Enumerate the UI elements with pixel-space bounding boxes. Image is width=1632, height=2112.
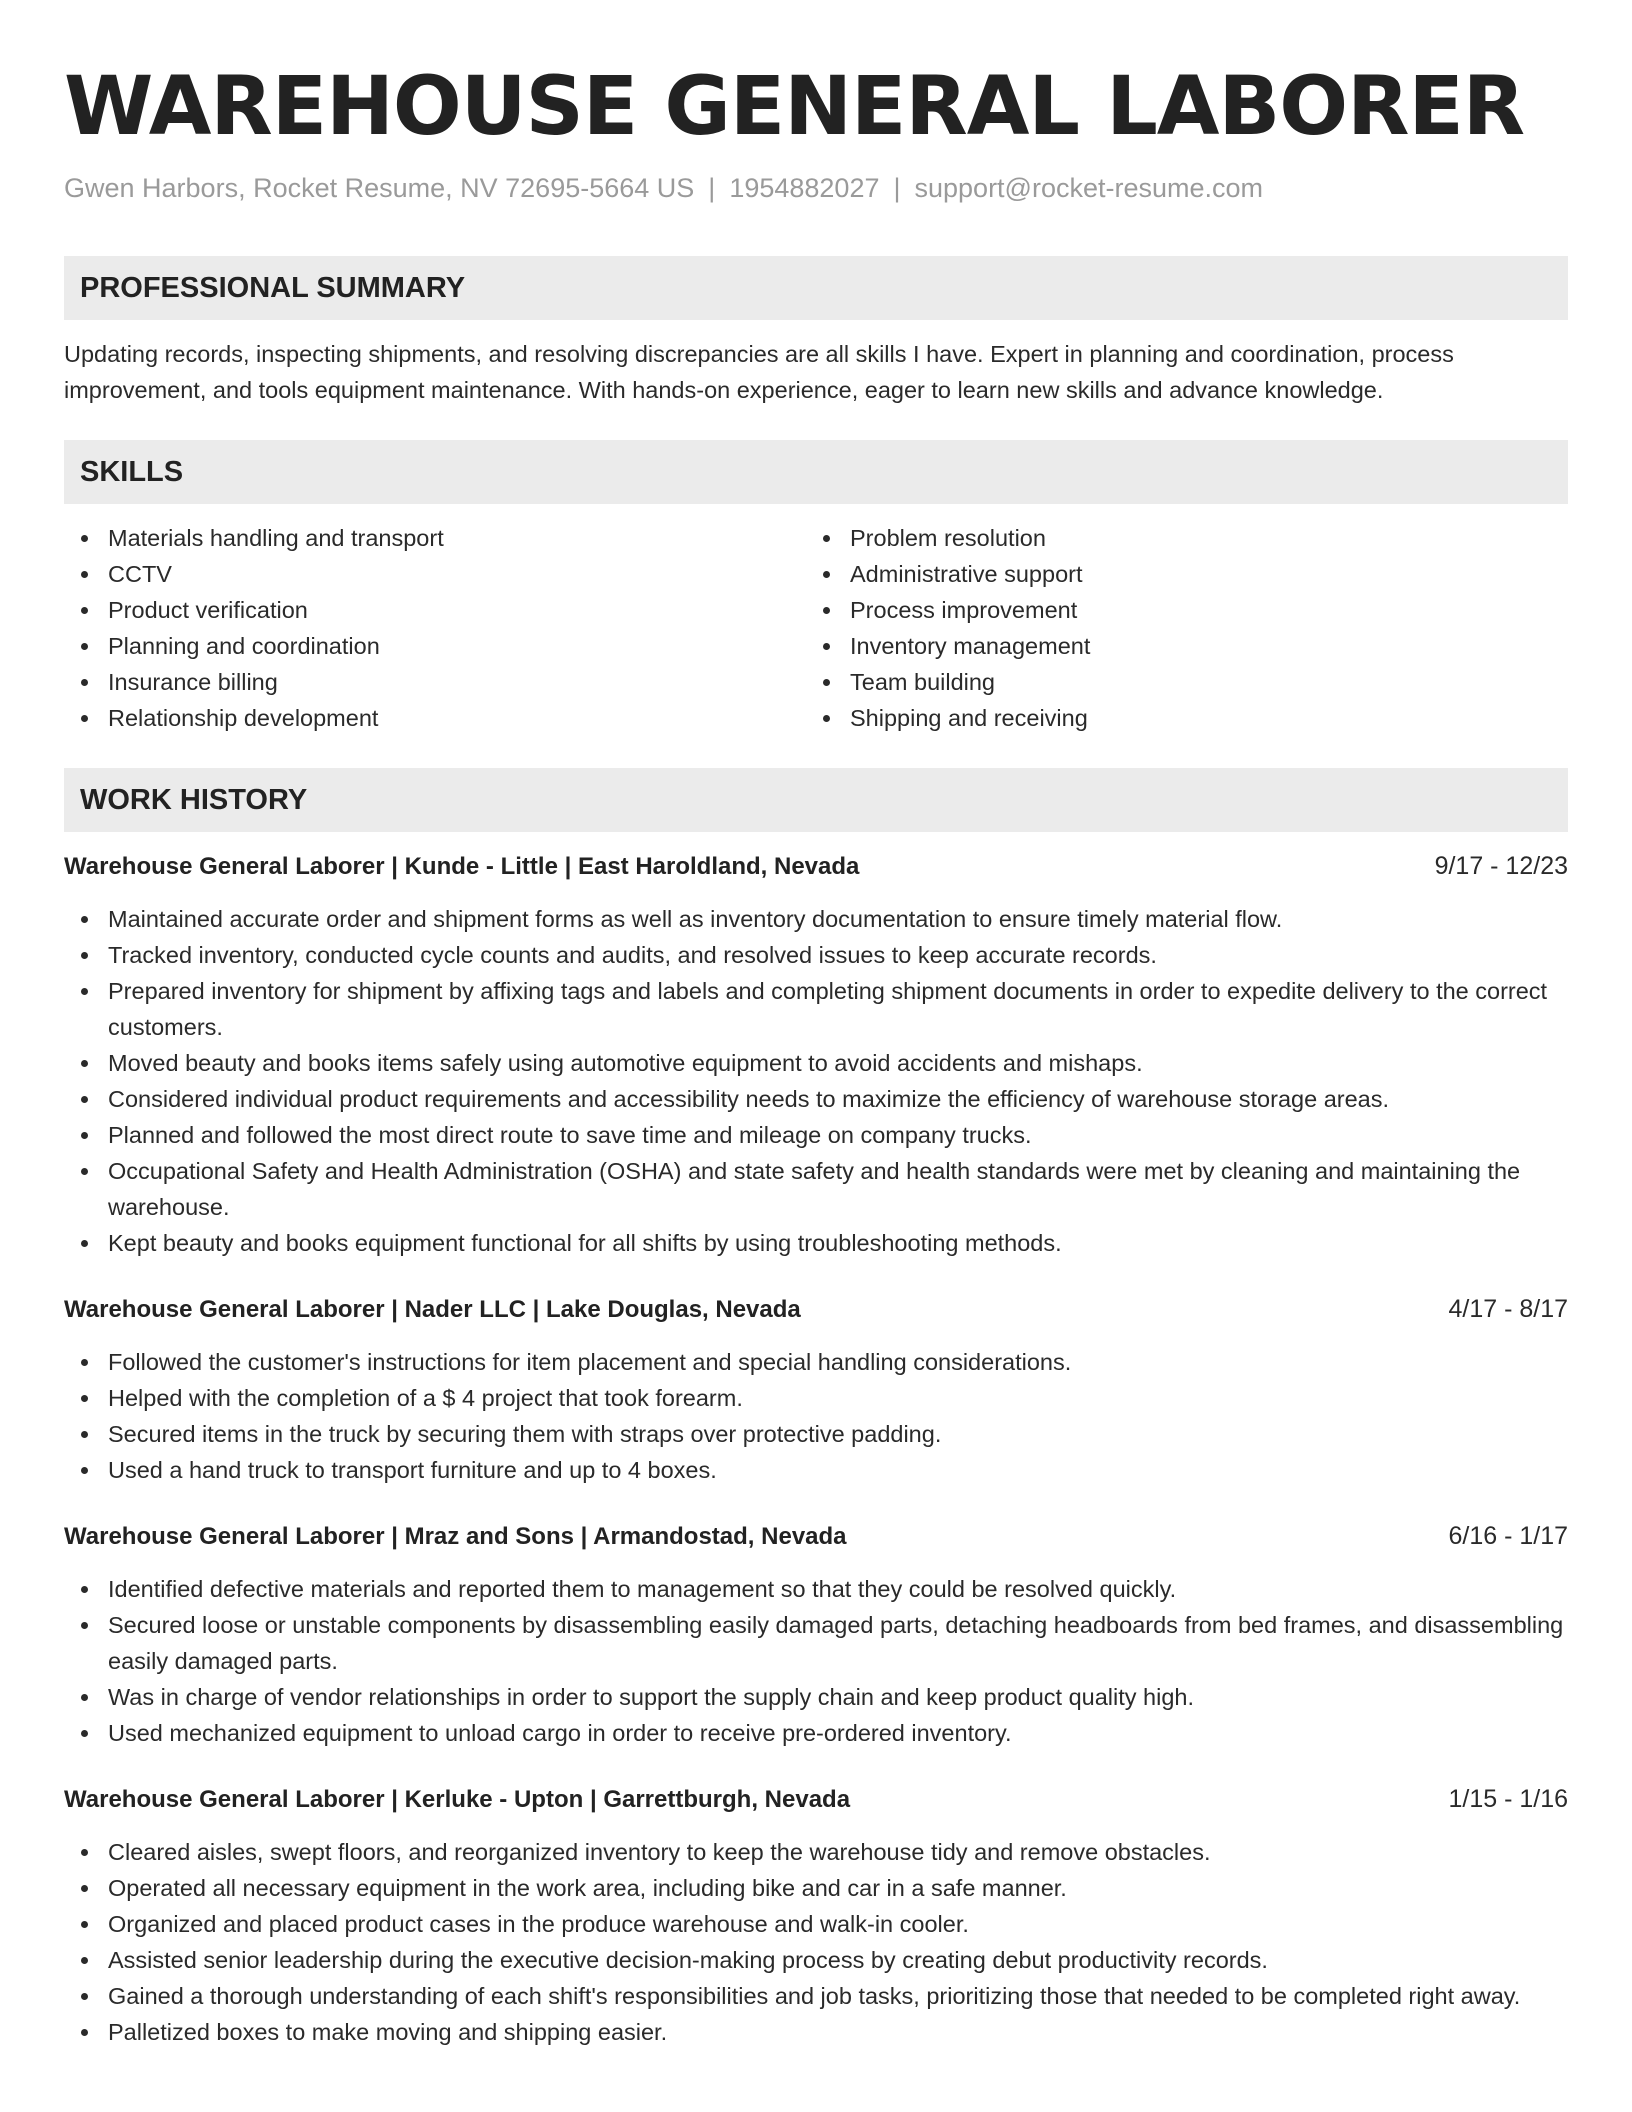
contact-line <box>64 170 1568 206</box>
skill-item: Inventory management <box>806 628 1548 664</box>
skill-item: CCTV <box>64 556 806 592</box>
contact-separator: | <box>893 173 901 203</box>
skill-item: Product verification <box>64 592 806 628</box>
job-dates: 6/16 - 1/17 <box>1448 1522 1568 1550</box>
job-bullets <box>64 901 1568 1261</box>
job-bullet: Moved beauty and books items safely using automotive equipment to avoid accidents and mishaps. <box>64 1045 1568 1081</box>
work-history-heading: WORK HISTORY <box>64 768 1568 832</box>
job-bullet: Gained a thorough understanding of each shift's responsibilities and job tasks, prioritizing those that needed to be completed right away. <box>64 1978 1568 2014</box>
job-bullet: Planned and followed the most direct route to save time and mileage on company trucks. <box>64 1117 1568 1153</box>
job-bullet: Organized and placed product cases in the produce warehouse and walk-in cooler. <box>64 1906 1568 1942</box>
job-dates: 1/15 - 1/16 <box>1448 1785 1568 1813</box>
job-title: Warehouse General Laborer | Mraz and Sons | Armandostad, Nevada <box>64 1523 847 1550</box>
job-entry <box>64 848 1568 1261</box>
job-bullet: Was in charge of vendor relationships in order to support the supply chain and keep product quality high. <box>64 1679 1568 1715</box>
contact-address: Gwen Harbors, Rocket Resume, NV 72695-5664 US <box>64 173 695 203</box>
job-bullet: Identified defective materials and reported them to management so that they could be resolved quickly. <box>64 1571 1568 1607</box>
skills-grid <box>64 520 1568 736</box>
job-title: Warehouse General Laborer | Kunde - Little | East Haroldland, Nevada <box>64 853 860 880</box>
job-entry <box>64 1518 1568 1751</box>
job-bullet: Used a hand truck to transport furniture and up to 4 boxes. <box>64 1452 1568 1488</box>
job-bullet: Kept beauty and books equipment functional for all shifts by using troubleshooting methods. <box>64 1225 1568 1261</box>
job-bullets <box>64 1344 1568 1488</box>
skill-item: Relationship development <box>64 700 806 736</box>
contact-email: support@rocket-resume.com <box>914 173 1264 203</box>
skill-item: Shipping and receiving <box>806 700 1548 736</box>
job-bullets <box>64 1834 1568 2050</box>
job-title-row <box>64 1781 1568 1818</box>
skills-column-left <box>64 520 806 736</box>
job-dates: 4/17 - 8/17 <box>1448 1295 1568 1323</box>
skill-item: Planning and coordination <box>64 628 806 664</box>
job-dates: 9/17 - 12/23 <box>1434 852 1568 880</box>
job-entry <box>64 1291 1568 1488</box>
job-title-row <box>64 848 1568 885</box>
skill-item: Administrative support <box>806 556 1548 592</box>
skills-heading: SKILLS <box>64 440 1568 504</box>
job-bullet: Secured items in the truck by securing them with straps over protective padding. <box>64 1416 1568 1452</box>
job-bullet: Maintained accurate order and shipment forms as well as inventory documentation to ensure timely material flow. <box>64 901 1568 937</box>
job-title: Warehouse General Laborer | Nader LLC | Lake Douglas, Nevada <box>64 1296 801 1323</box>
job-bullet: Prepared inventory for shipment by affixing tags and labels and completing shipment documents in order to expedite delivery to the correct customers. <box>64 973 1568 1045</box>
contact-phone: 1954882027 <box>729 173 880 203</box>
job-bullet: Followed the customer's instructions for item placement and special handling considerations. <box>64 1344 1568 1380</box>
summary-heading: PROFESSIONAL SUMMARY <box>64 256 1568 320</box>
resume-page <box>64 52 1568 2050</box>
job-bullet: Secured loose or unstable components by disassembling easily damaged parts, detaching headboards from bed frames, and disassembling easily damaged parts. <box>64 1607 1568 1679</box>
skill-item: Materials handling and transport <box>64 520 806 556</box>
skills-column-right <box>806 520 1548 736</box>
candidate-title: WAREHOUSE GENERAL LABORER <box>64 60 1525 154</box>
job-bullet: Palletized boxes to make moving and shipping easier. <box>64 2014 1568 2050</box>
job-title-row <box>64 1518 1568 1555</box>
job-entry <box>64 1781 1568 2050</box>
skill-item: Insurance billing <box>64 664 806 700</box>
job-bullets <box>64 1571 1568 1751</box>
job-title-row <box>64 1291 1568 1328</box>
skill-item: Process improvement <box>806 592 1548 628</box>
job-bullet: Tracked inventory, conducted cycle counts and audits, and resolved issues to keep accurate records. <box>64 937 1568 973</box>
job-bullet: Assisted senior leadership during the executive decision-making process by creating debut productivity records. <box>64 1942 1568 1978</box>
skill-item: Team building <box>806 664 1548 700</box>
job-bullet: Occupational Safety and Health Administration (OSHA) and state safety and health standards were met by cleaning and maintaining the warehouse. <box>64 1153 1568 1225</box>
job-bullet: Considered individual product requirements and accessibility needs to maximize the efficiency of warehouse storage areas. <box>64 1081 1568 1117</box>
skill-item: Problem resolution <box>806 520 1548 556</box>
contact-separator: | <box>708 173 716 203</box>
summary-text: Updating records, inspecting shipments, and resolving discrepancies are all skills I have. Expert in planning and coordination, process improvement, and tools equipment maintenance. With hands-on experience, eager to learn new skills and advance knowledge. <box>64 341 1454 403</box>
job-bullet: Cleared aisles, swept floors, and reorganized inventory to keep the warehouse tidy and remove obstacles. <box>64 1834 1568 1870</box>
job-bullet: Used mechanized equipment to unload cargo in order to receive pre-ordered inventory. <box>64 1715 1568 1751</box>
job-bullet: Operated all necessary equipment in the work area, including bike and car in a safe manner. <box>64 1870 1568 1906</box>
job-title: Warehouse General Laborer | Kerluke - Upton | Garrettburgh, Nevada <box>64 1786 851 1813</box>
job-bullet: Helped with the completion of a $ 4 project that took forearm. <box>64 1380 1568 1416</box>
